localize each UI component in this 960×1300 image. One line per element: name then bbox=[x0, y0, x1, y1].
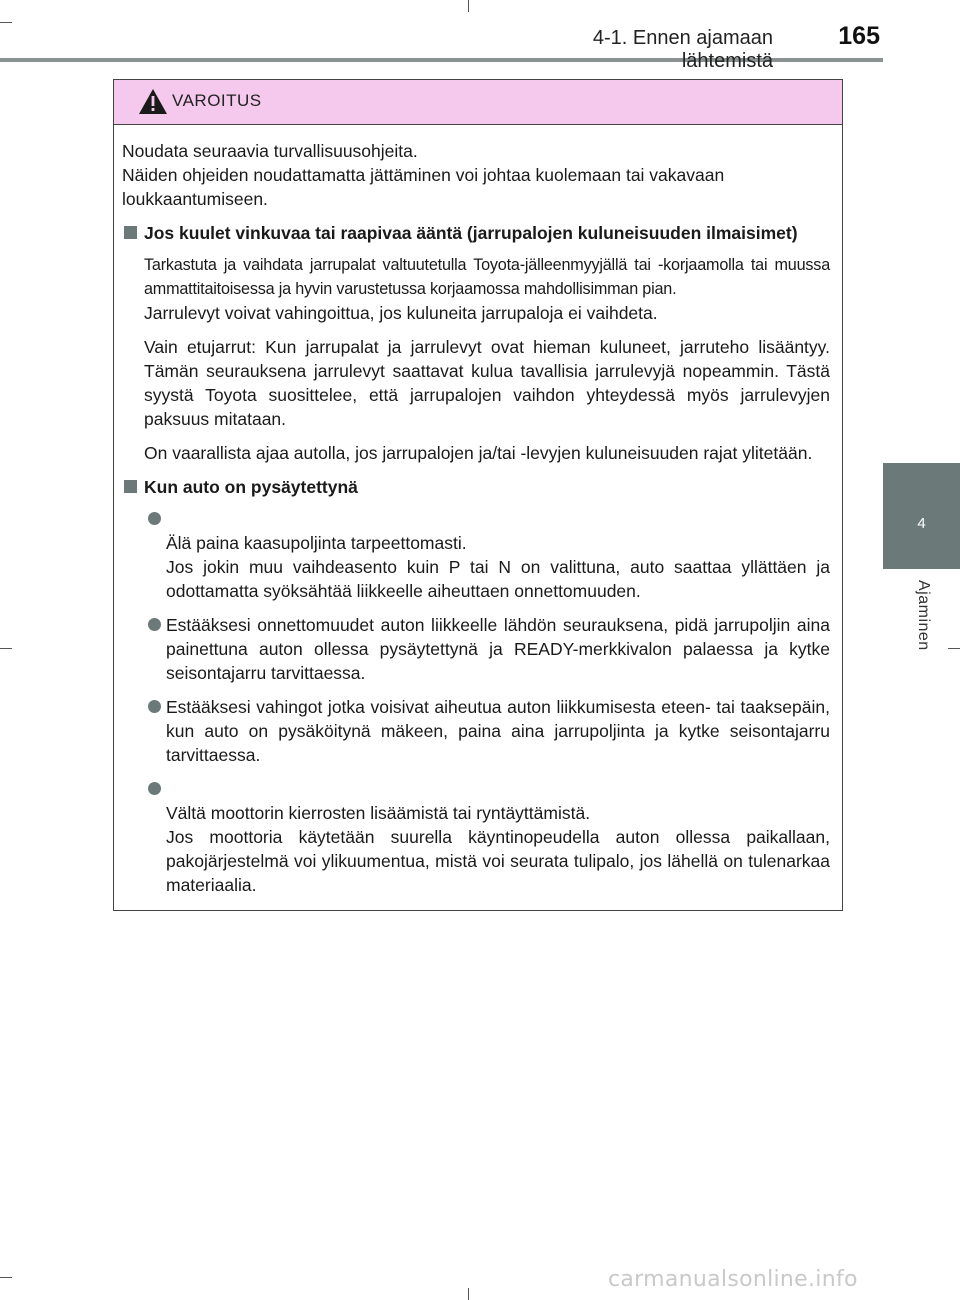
section-heading-text: Kun auto on pysäytettynä bbox=[144, 477, 358, 497]
list-item-text: Vältä moottorin kierrosten lisäämistä tai ryntäyttämistä. Jos moottoria käytetään suurella käyntinopeudella auton ollessa paikallaan, pakojärjestelmä voi ylikuumentua, mistä voi seurata tulipalo, jos lähellä on tulenarkaa materiaalia. bbox=[166, 803, 830, 895]
section-brake-pad-wear bbox=[122, 221, 830, 465]
warning-header bbox=[114, 80, 842, 125]
watermark: carmanualsonline.info bbox=[608, 1267, 858, 1292]
paragraph: Jarrulevyt voivat vahingoittua, jos kuluneita jarrupaloja ei vaihdeta. bbox=[144, 303, 658, 323]
paragraph: Vain etujarrut: Kun jarrupalat ja jarrulevyt ovat hieman kuluneet, jarruteho lisääntyy. Tämän seurauksena jarrulevyt saattavat kulua tavallisia jarrulevyjä nopeammin. Tästä syystä Toyota suosittelee, että jarrupalojen vaihdon yhteydessä myös jarrulevyjen paksuus mitataan. bbox=[144, 337, 830, 429]
warning-triangle-icon bbox=[138, 88, 168, 115]
crop-mark bbox=[0, 648, 12, 649]
list-item-text: Estääksesi onnettomuudet auton liikkeelle lähdön seurauksena, pidä jarrupoljin aina painettuna auton ollessa pysäytettynä ja READY-merkkivalon palaessa ja kytke seisontajarru tarvittaessa. bbox=[166, 615, 830, 683]
page-number: 165 bbox=[838, 22, 880, 50]
warning-intro: Noudata seuraavia turvallisuusohjeita. Näiden ohjeiden noudattamatta jättäminen voi johtaa kuolemaan tai vakavaan loukkaantumiseen. bbox=[122, 141, 725, 209]
chapter-number: 4 bbox=[917, 515, 926, 532]
warning-title: VAROITUS bbox=[172, 91, 262, 110]
section-heading bbox=[122, 475, 830, 499]
list-item-text: Älä paina kaasupoljinta tarpeettomasti. Jos jokin muu vaihdeasento kuin P tai N on valittuna, auto saattaa yllättäen ja odottamatta syöksähtää liikkeelle aiheuttaen onnettomuuden. bbox=[166, 533, 830, 601]
paragraph: Tarkastuta ja vaihdata jarrupalat valtuutetulla Toyota-jälleenmyyjällä tai -korjaamolla tai muussa ammattitaitoisessa ja hyvin varustetussa korjaamossa mahdollisimman pian. bbox=[144, 256, 830, 298]
list-item-text: Estääksesi vahingot jotka voisivat aiheutua auton liikkumisesta eteen- tai taaksepäin, kun auto on pysäköitynä mäkeen, paina aina jarrupoljinta ja kytke seisontajarru tarvittaessa. bbox=[166, 697, 830, 765]
circle-bullet-icon bbox=[148, 512, 161, 525]
circle-bullet-icon bbox=[148, 782, 161, 795]
chapter-tab[interactable] bbox=[883, 463, 960, 569]
list-item bbox=[166, 507, 830, 603]
crop-mark bbox=[468, 0, 469, 12]
warning-body bbox=[114, 125, 842, 897]
chapter-label: Ajaminen bbox=[915, 580, 932, 651]
section-heading-text: Jos kuulet vinkuvaa tai raapivaa ääntä (jarrupalojen kuluneisuuden ilmaisimet) bbox=[144, 223, 798, 243]
header-section-title: 4-1. Ennen ajamaan lähtemistä bbox=[592, 27, 773, 72]
crop-mark bbox=[0, 22, 12, 23]
crop-mark bbox=[468, 1288, 469, 1300]
section-vehicle-stopped bbox=[122, 475, 830, 897]
list-item bbox=[166, 695, 830, 767]
circle-bullet-icon bbox=[148, 618, 161, 631]
section-heading bbox=[122, 221, 830, 245]
crop-mark bbox=[948, 648, 960, 649]
list-item bbox=[166, 613, 830, 685]
paragraph: On vaarallista ajaa autolla, jos jarrupalojen ja/tai -levyjen kuluneisuuden rajat ylitetään. bbox=[144, 443, 813, 463]
circle-bullet-icon bbox=[148, 700, 161, 713]
list-item bbox=[166, 777, 830, 897]
square-bullet-icon bbox=[124, 226, 137, 239]
square-bullet-icon bbox=[124, 480, 137, 493]
warning-box bbox=[113, 79, 843, 911]
crop-mark bbox=[0, 1277, 12, 1278]
